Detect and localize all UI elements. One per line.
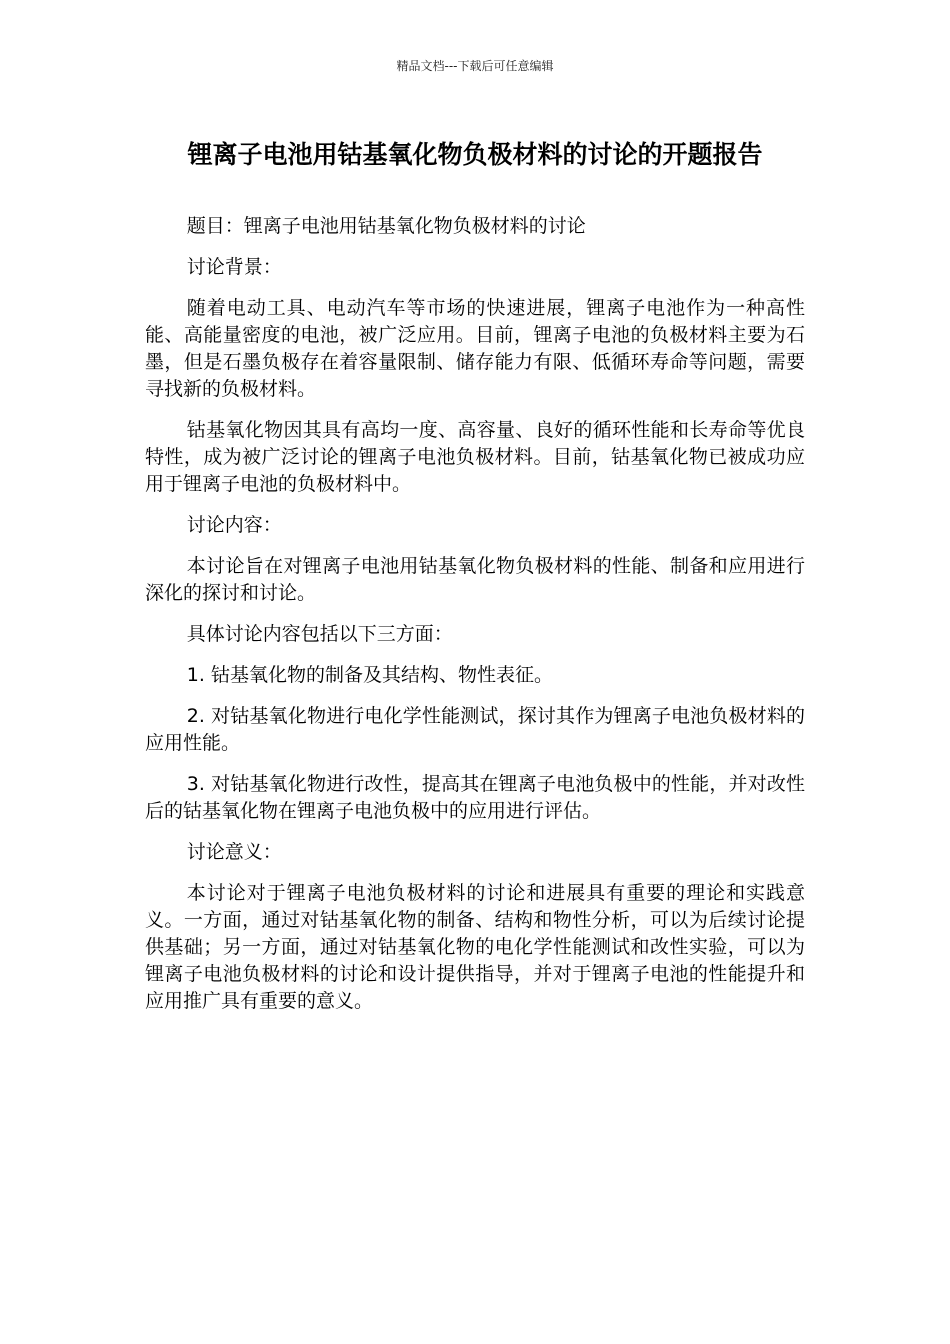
significance-paragraph: 本讨论对于锂离子电池负极材料的讨论和进展具有重要的理论和实践意义。一方面，通过对钴基氧化物的制备、结构和物性分析，可以为后续讨论提供基础；另一方面，通过对钴基氧化物的电化学性能测试和改性实验，可以为锂离子电池负极材料的讨论和设计提供指导，并对于锂离子电池的性能提升和应用推广具有重要的意义。 [145,882,805,1012]
page-header-note: 精品文档---下载后可任意编辑 [396,59,554,73]
topic-line: 题目：锂离子电池用钴基氧化物负极材料的讨论 [186,215,586,237]
document-body [145,213,805,1029]
section-heading-significance: 讨论意义： [186,841,282,863]
content-list-item-2: 2. 对钴基氧化物进行电化学性能测试，探讨其作为锂离子电池负极材料的应用性能。 [145,705,805,754]
document-title: 锂离子电池用钴基氧化物负极材料的讨论的开题报告 [187,140,763,169]
background-paragraph-2: 钴基氧化物因其具有高均一度、高容量、良好的循环性能和长寿命等优良特性，成为被广泛讨论的锂离子电池负极材料。目前，钴基氧化物已被成功应用于锂离子电池的负极材料中。 [145,419,805,495]
content-list-item-1: 1. 钴基氧化物的制备及其结构、物性表征。 [186,664,553,686]
section-heading-background: 讨论背景： [186,256,282,278]
section-heading-content: 讨论内容： [186,514,282,536]
background-paragraph-1: 随着电动工具、电动汽车等市场的快速进展，锂离子电池作为一种高性能、高能量密度的电池，被广泛应用。目前，锂离子电池的负极材料主要为石墨，但是石墨负极存在着容量限制、储存能力有限、低循环寿命等问题，需要寻找新的负极材料。 [145,297,805,400]
content-paragraph-2: 具体讨论内容包括以下三方面： [186,623,453,645]
content-paragraph-1: 本讨论旨在对锂离子电池用钴基氧化物负极材料的性能、制备和应用进行深化的探讨和讨论。 [145,555,805,604]
content-list-item-3: 3. 对钴基氧化物进行改性，提高其在锂离子电池负极中的性能，并对改性后的钴基氧化物在锂离子电池负极中的应用进行评估。 [145,773,805,822]
